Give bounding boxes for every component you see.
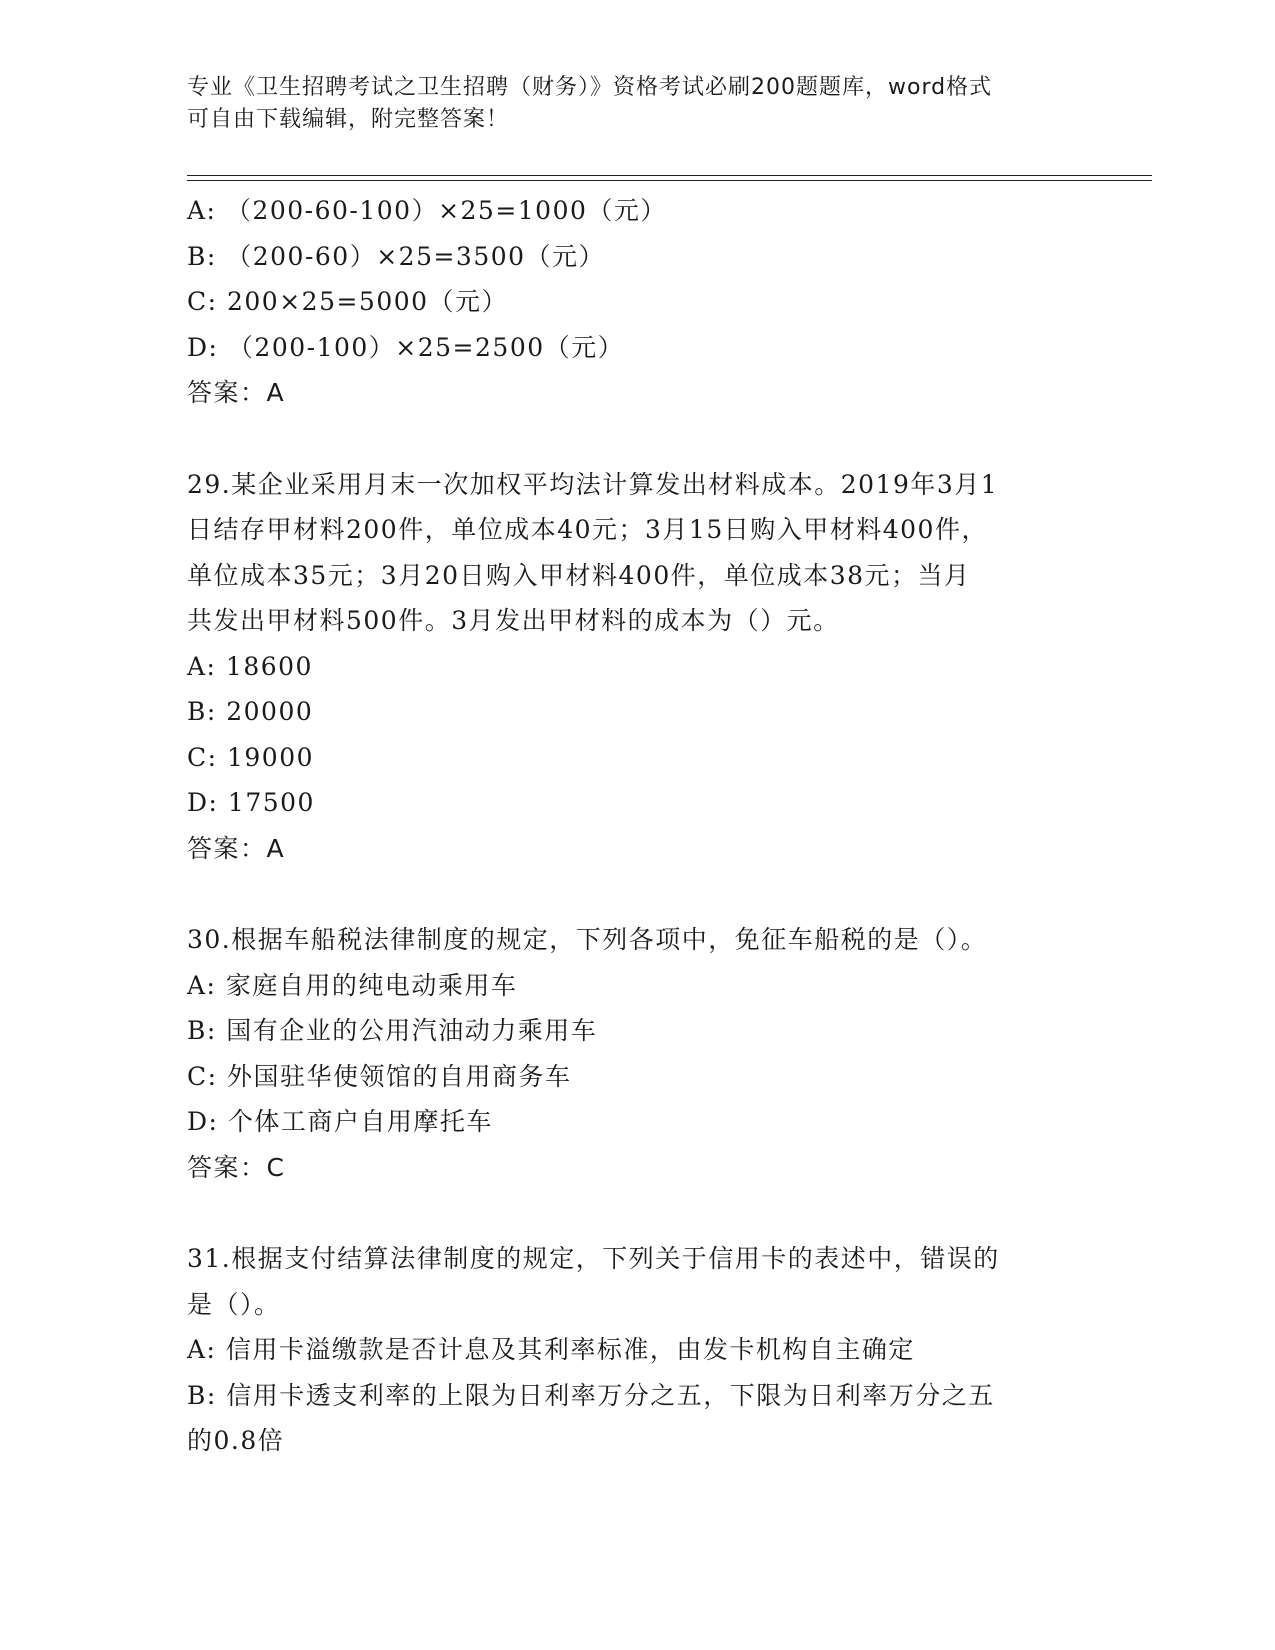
option-c: C: 200×25=5000（元） xyxy=(187,287,509,316)
header-divider-top xyxy=(187,175,1152,176)
spacer xyxy=(187,1190,1087,1236)
question-stem-line: 31.根据支付结算法律制度的规定，下列关于信用卡的表述中，错误的 xyxy=(187,1244,1000,1273)
answer: 答案：A xyxy=(187,378,286,407)
option-b: B: 20000 xyxy=(187,697,314,726)
option-a: A: （200-60-100）×25=1000（元） xyxy=(187,196,667,225)
option-a: A: 18600 xyxy=(187,651,313,681)
question-stem-line: 30.根据车船税法律制度的规定，下列各项中，免征车船税的是（）。 xyxy=(187,925,988,954)
option-c: C: 外国驻华使领馆的自用商务车 xyxy=(187,1061,572,1091)
option-d: D: 17500 xyxy=(187,788,315,817)
question-stem-line: 日结存甲材料200件，单位成本40元；3月15日购入甲材料400件， xyxy=(187,515,988,544)
option-b: B: 信用卡透支利率的上限为日利率万分之五，下限为日利率万分之五 xyxy=(187,1380,995,1410)
document-header xyxy=(187,72,1067,136)
option-b: B: 国有企业的公用汽油动力乘用车 xyxy=(187,1016,598,1045)
option-c: C: 19000 xyxy=(187,742,315,772)
spacer xyxy=(187,871,1087,917)
question-31-block xyxy=(187,1236,1087,1464)
question-stem-line: 共发出甲材料500件。3月发出甲材料的成本为（）元。 xyxy=(187,606,840,635)
option-b: B: （200-60）×25=3500（元） xyxy=(187,241,606,271)
question-28-block xyxy=(187,188,1087,416)
option-a: A: 信用卡溢缴款是否计息及其利率标准，由发卡机构自主确定 xyxy=(187,1335,915,1364)
option-d: D: 个体工商户自用摩托车 xyxy=(187,1107,493,1136)
question-stem-line: 29.某企业采用月末一次加权平均法计算发出材料成本。2019年3月1 xyxy=(187,469,999,499)
question-content xyxy=(187,188,1087,1464)
answer: 答案：C xyxy=(187,1152,286,1182)
option-d: D: （200-100）×25=2500（元） xyxy=(187,332,625,362)
option-b-continued: 的0.8倍 xyxy=(187,1426,285,1455)
question-stem-line: 是（）。 xyxy=(187,1289,281,1319)
question-30-block xyxy=(187,917,1087,1190)
header-divider-bottom xyxy=(187,180,1152,181)
question-stem-line: 单位成本35元；3月20日购入甲材料400件，单位成本38元；当月 xyxy=(187,560,971,590)
header-line-2: 可自由下载编辑，附完整答案！ xyxy=(187,107,510,132)
header-line-1: 专业《卫生招聘考试之卫生招聘（财务）》资格考试必刷200题题库，word格式 xyxy=(187,75,993,100)
answer: 答案：A xyxy=(187,833,286,863)
spacer xyxy=(187,416,1087,462)
option-a: A: 家庭自用的纯电动乘用车 xyxy=(187,970,518,1000)
question-29-block xyxy=(187,462,1087,872)
